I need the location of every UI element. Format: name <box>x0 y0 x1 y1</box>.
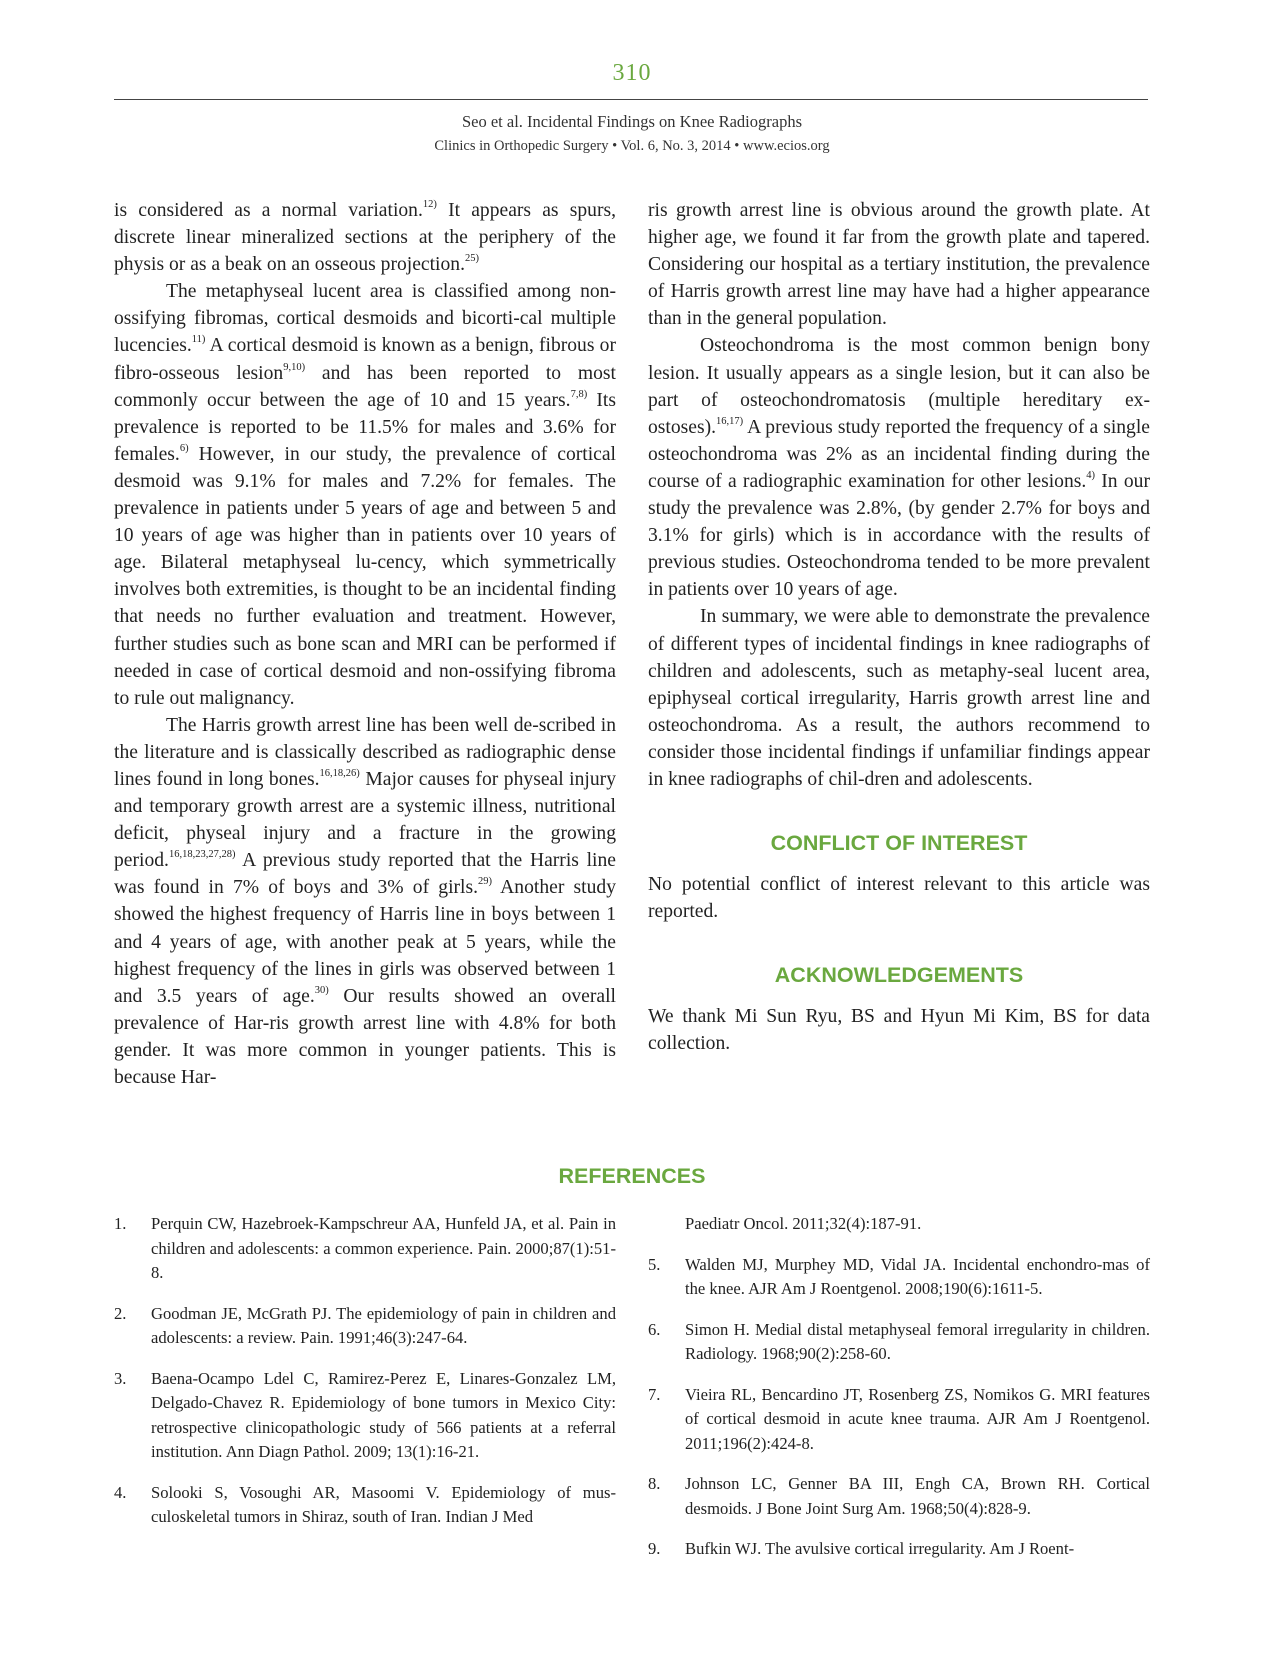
page-number: 310 <box>612 60 652 86</box>
reference-text: Vieira RL, Bencardino JT, Rosenberg ZS, Nomikos G. MRI features of cortical desmoid in acute knee trauma. AJR Am J Roentgenol. 2011;196(2):424-8. <box>685 1384 1150 1453</box>
reference-text: Simon H. Medial distal metaphyseal femoral irregularity in children. Radiology. 1968;90(2):258-60. <box>685 1319 1150 1363</box>
paragraph-summary: In summary, we were able to demonstrate the prevalence of different types of incidental findings in knee radiographs of children and adolescents, such as metaphy-seal lucent area, epiphyseal cortical irregularity, Harris growth arrest line and osteochondroma. As a result, the authors recommend to consider those incidental findings if unfamiliar findings appear in knee radiographs of chil-dren and adolescents. <box>648 606 1150 790</box>
paragraph-harris-line-continued <box>648 197 1150 332</box>
reference-text: Walden MJ, Murphey MD, Vidal JA. Incidental enchondro-mas of the knee. AJR Am J Roentgenol. 2008;190(6):1611-5. <box>685 1254 1150 1298</box>
reference-number: 6. <box>648 1319 661 1339</box>
conflict-text: No potential conflict of interest relevant to this article was reported. <box>648 874 1150 923</box>
acknowledgements-heading: ACKNOWLEDGEMENTS <box>774 963 1024 988</box>
citation: 16,18,26) <box>319 767 360 779</box>
acknowledgements-text: We thank Mi Sun Ryu, BS and Hyun Mi Kim, BS for data collection. <box>648 1006 1150 1055</box>
paragraph-osteochondroma: Osteochondroma is the most common benign bony lesion. It usually appears as a single lesion, but it can also be part of osteochondromatosis (multiple hereditary ex-ostoses).$^{16,17)}$ A previous study reported the frequency of a single osteochondroma was 2% as an incidental finding during the course of a radiographic examination for other lesions.$^{4)}$ In our study the prevalence was 2.8%, (by gender 2.7% for boys and 3.1% for girls) which is in accordance with the results of previous studies. Osteochondroma tended to be more prevalent in patients over 10 years of age. <box>648 335 1150 601</box>
reference-number: 9. <box>648 1539 661 1558</box>
citation: 16,18,23,27,28) <box>168 849 236 861</box>
left-column <box>114 197 616 1091</box>
references-left <box>114 1212 616 1546</box>
conflict-heading: CONFLICT OF INTEREST <box>770 831 1028 856</box>
reference-item <box>114 1302 616 1351</box>
citation: 4) <box>1086 469 1096 481</box>
harris-text-left: Our results showed an overall prevalence of Har-ris growth arrest line with 4.8% for both gender. It was more common in younger patients. This is because Har- <box>114 985 616 1088</box>
right-column <box>648 197 1150 1057</box>
reference-text: Johnson LC, Genner BA III, Engh CA, Brown RH. Cortical desmoids. J Bone Joint Surg Am. 1968;50(4):828-9. <box>685 1474 1150 1518</box>
reference-text: Baena-Ocampo Ldel C, Ramirez-Perez E, Linares-Gonzalez LM, Delgado-Chavez R. Epidemiology of bone tumors in Mexico City: retrospective clinicopathologic study of 566 patients at a referral institution. Ann Diagn Pathol. 2009; 13(1):16-21. <box>151 1368 616 1461</box>
citation: 25) <box>465 253 479 265</box>
reference-text: Bufkin WJ. The avulsive cortical irregularity. Am J Roent- <box>685 1539 1075 1558</box>
header-rule <box>114 99 1148 100</box>
running-title: Seo et al. Incidental Findings on Knee Radiographs <box>461 112 802 131</box>
reference-number: 5. <box>648 1254 661 1274</box>
reference-text: Perquin CW, Hazebroek-Kampschreur AA, Hunfeld JA, et al. Pain in children and adolescents: a common experience. Pain. 2000;87(1):51-8. <box>151 1214 616 1282</box>
harris-text-right: ris growth arrest line is obvious around the growth plate. At higher age, we found it far from the growth plate and tapered. Considering our hospital as a tertiary institution, the prevalence of Harris growth arrest line may have had a higher appearance than in the general population. <box>648 200 1150 330</box>
reference-item <box>114 1481 616 1530</box>
reference-number: 2. <box>114 1303 127 1323</box>
reference-continuation: Paediatr Oncol. 2011;32(4):187-91. <box>685 1214 922 1233</box>
citation: 16,17) <box>716 415 744 427</box>
citation: 9,10) <box>283 361 306 373</box>
citation: 11) <box>191 334 206 346</box>
reference-item <box>648 1253 1150 1302</box>
references-heading: REFERENCES <box>558 1164 706 1188</box>
reference-item <box>114 1212 616 1286</box>
paragraph-harris-line: The Harris growth arrest line has been well de-scribed in the literature and is classically described as radiographic dense lines found in long bones.$^{16,18,26)}$ Major causes for physeal injury and temporary growth arrest are a systemic illness, nutritional deficit, physeal injury and a fracture in the growing period.$^{16,18,23,27,28)}$ A previous study reported that the Harris line was found in 7% of boys and 3% of girls.$^{29)}$ Another study showed the highest frequency of Harris line in boys between 1 and 4 years of age, with another peak at 5 years, while the highest frequency of the lines in girls was observed between 1 and 3.5 years of age.$^{30)}$ Our results showed an overall prevalence of Har-ris growth arrest line with 4.8% for both gender. It was more common in younger patients. This is because Har- <box>114 714 616 1088</box>
references-right <box>648 1212 1150 1578</box>
citation: 30) <box>314 984 329 996</box>
reference-text: Solooki S, Vosoughi AR, Masoomi V. Epidemiology of mus-culoskeletal tumors in Shiraz, south of Iran. Indian J Med <box>151 1482 616 1526</box>
journal-line: Clinics in Orthopedic Surgery • Vol. 6, No. 3, 2014 • www.ecios.org <box>434 138 830 154</box>
citation: 12) <box>422 199 437 210</box>
citation: 29) <box>478 876 493 888</box>
paragraph-metaphyseal-lucent: The metaphyseal lucent area is classified among non-ossifying fibromas, cortical desmoids and bicorti-cal multiple lucencies.$^{11)}$ A cortical desmoid is known as a benign, fibrous or fibro-osseous lesion$^{9,10)}$ and has been reported to most commonly occur between the age of 10 and 15 years.$^{7,8)}$ Its prevalence is reported to be 11.5% for males and 3.6% for females.$^{6)}$ However, in our study, the prevalence of cortical desmoid was 9.1% for males and 7.2% for females. The prevalence in patients under 5 years of age and between 5 and 10 years of age was higher than in patients over 10 years of age. Bilateral metaphyseal lu-cency, which symmetrically involves both extremities, is thought to be an incidental finding that needs no further evaluation and treatment. However, further studies such as bone scan and MRI can be performed if needed in case of cortical desmoid and non-ossifying fibroma to rule out malignancy. <box>114 281 616 709</box>
reference-number: 7. <box>648 1384 661 1404</box>
reference-item <box>648 1383 1150 1457</box>
reference-item <box>648 1537 1150 1562</box>
reference-number: 3. <box>114 1368 127 1388</box>
reference-number: 8. <box>648 1474 661 1493</box>
citation: 6) <box>179 442 189 454</box>
citation: 7,8) <box>570 388 588 400</box>
reference-number: 1. <box>114 1214 127 1233</box>
reference-text: Goodman JE, McGrath PJ. The epidemiology of pain in children and adolescents: a review. Pain. 1991;46(3):247-64. <box>151 1303 616 1347</box>
reference-item <box>648 1318 1150 1367</box>
reference-item <box>648 1472 1150 1521</box>
paragraph-growth-variation: is considered as a normal variation.$^{12)}$ It appears as spurs, discrete linear mineralized sections at the periphery of the physis or as a beak on an osseous projection.$^{25)}$ <box>114 199 616 276</box>
reference-item <box>114 1367 616 1465</box>
reference-number: 4. <box>114 1482 127 1502</box>
